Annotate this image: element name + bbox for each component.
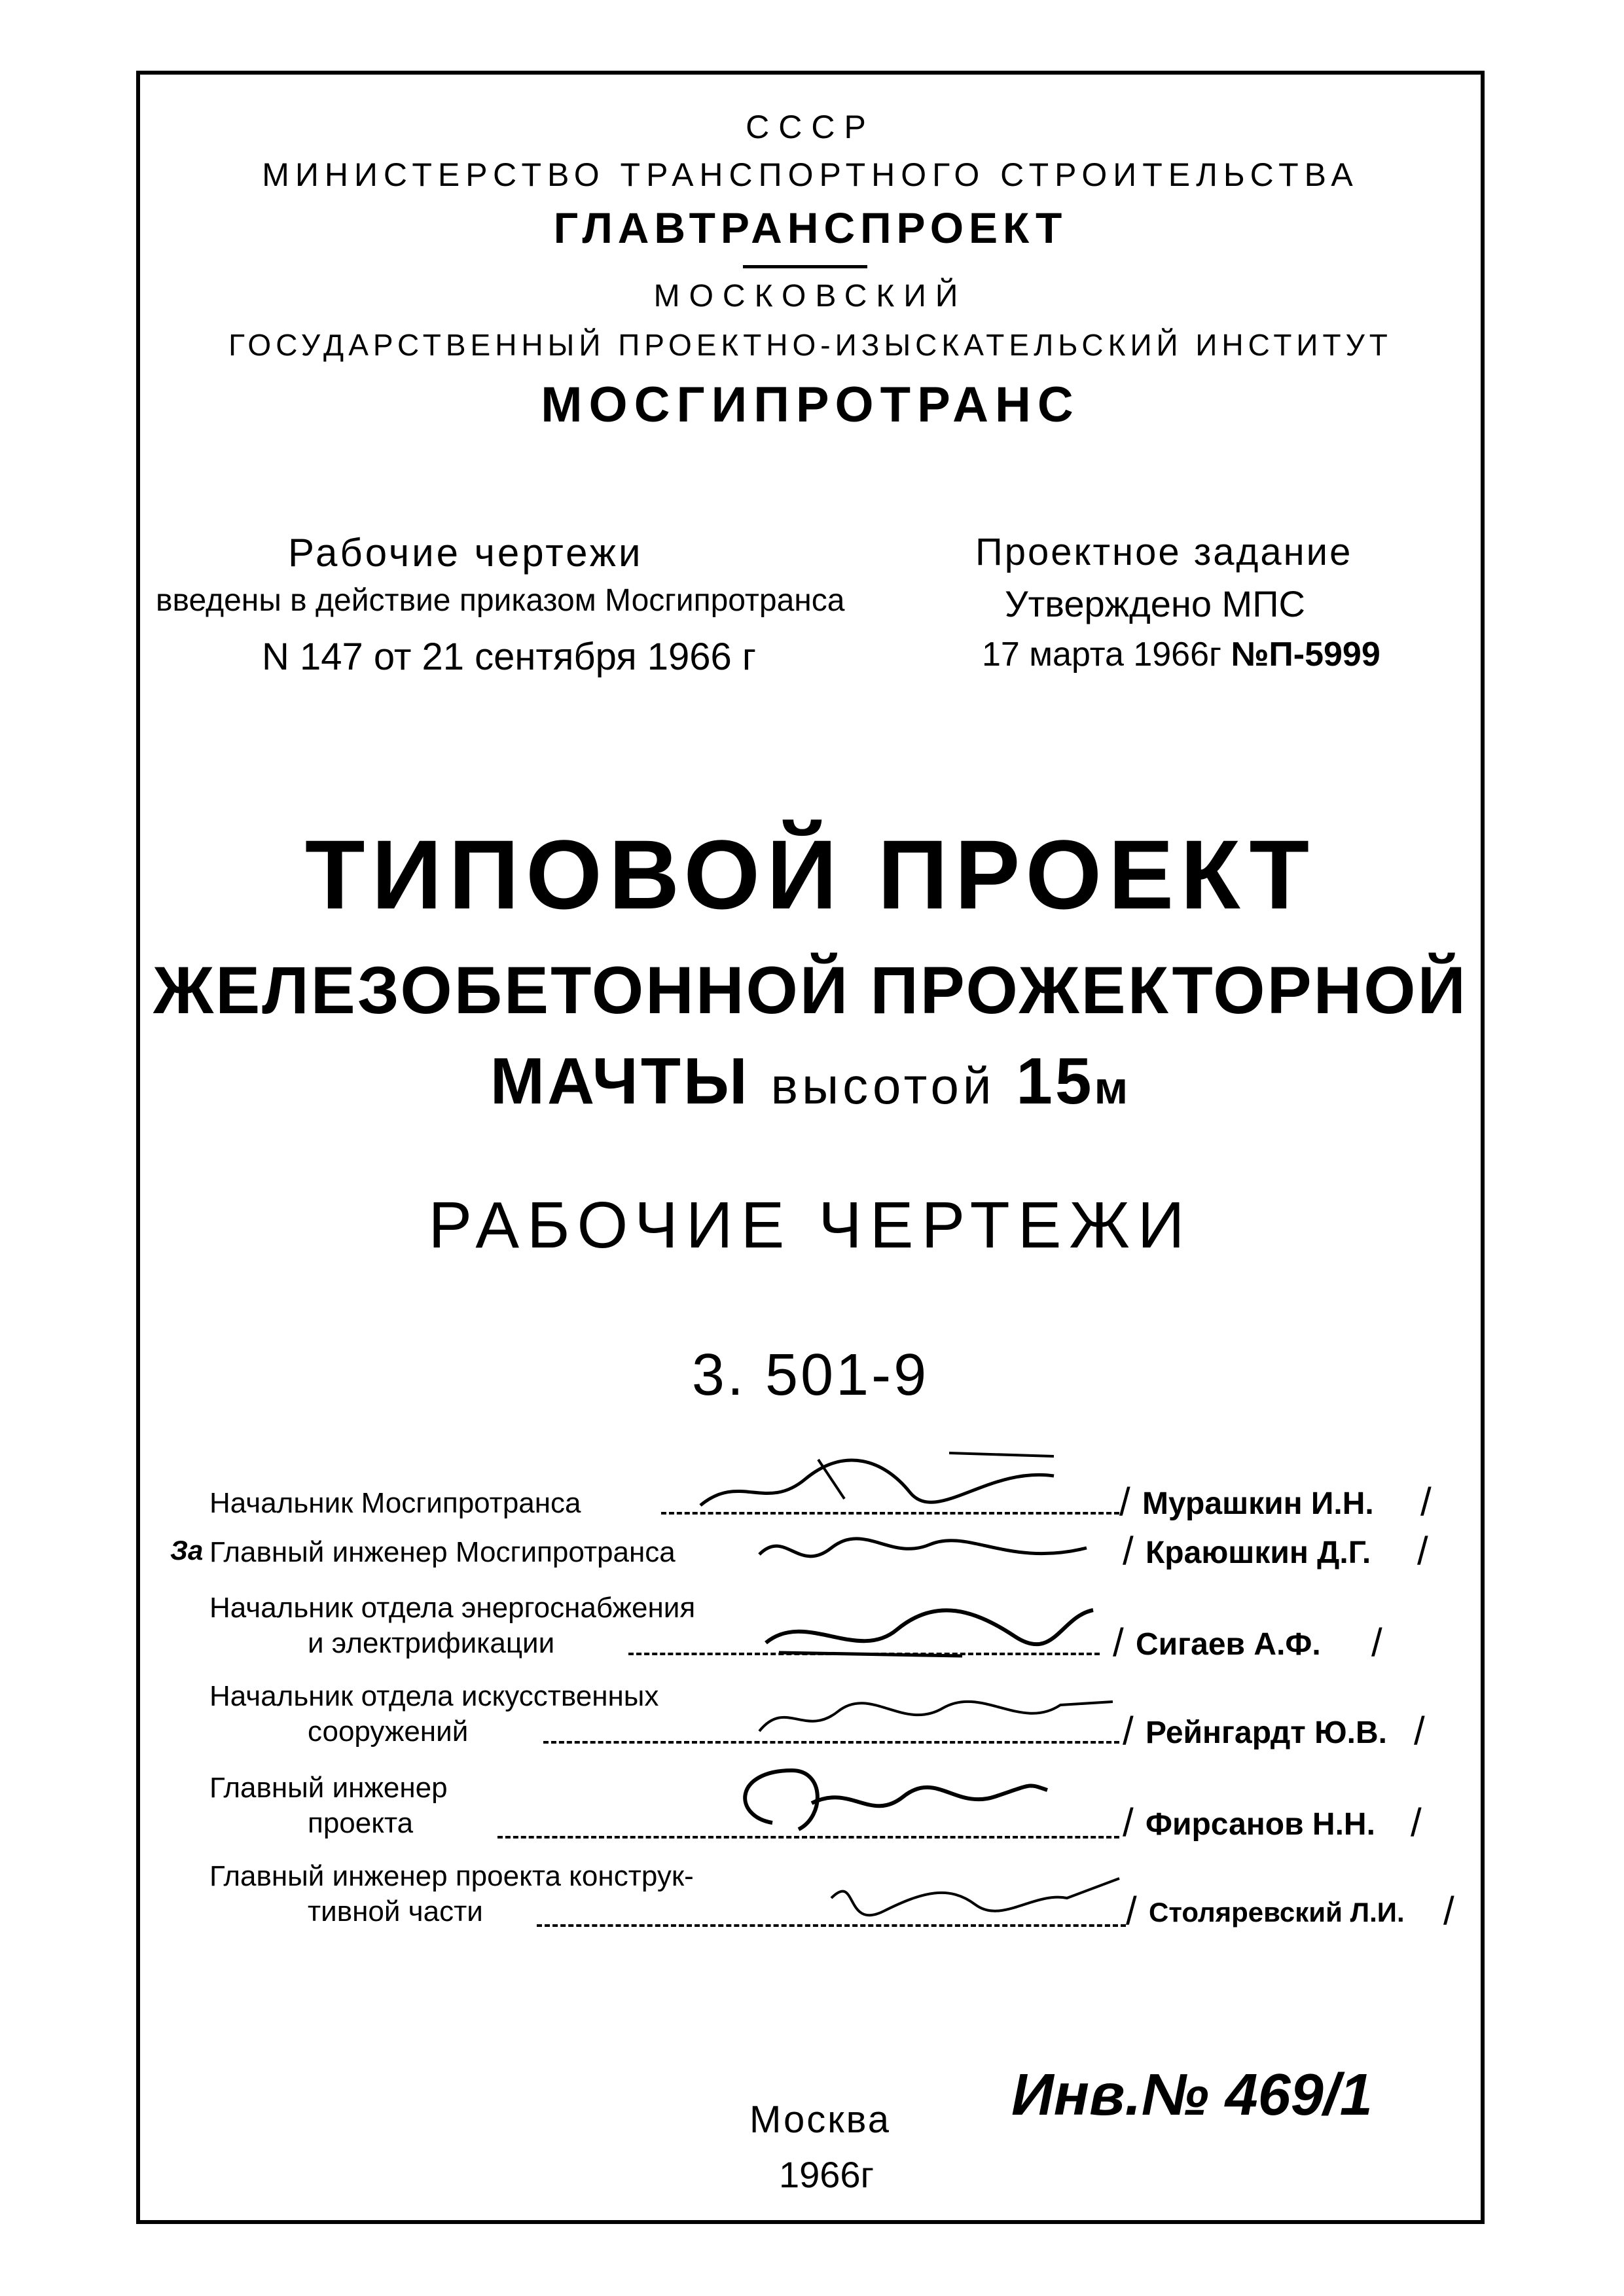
right-block-title: Проектное задание <box>975 531 1353 573</box>
signatory-name: Фирсанов Н.Н. <box>1146 1807 1375 1842</box>
slash-mark: / <box>1126 1889 1137 1933</box>
slash-mark: / <box>1123 1529 1134 1573</box>
signature-role: Начальник отдела энергоснабжения и электрификации <box>209 1592 696 1659</box>
right-block-approved: Утверждено МПС <box>1005 583 1305 624</box>
subtitle-height-word: высотой <box>770 1057 996 1115</box>
header-main-dept: ГЛАВТРАНСПРОЕКТ <box>553 204 1068 252</box>
slash-mark: / <box>1443 1889 1454 1933</box>
handwritten-signature <box>687 1446 1093 1525</box>
header-city-adj: МОСКОВСКИЙ <box>653 279 967 314</box>
signature-row <box>0 1590 1624 1662</box>
document-title: ТИПОВОЙ ПРОЕКТ <box>304 819 1316 929</box>
slash-mark: / <box>1414 1709 1425 1753</box>
slash-mark: / <box>1123 1801 1134 1844</box>
signature-role: Начальник Мосгипротранса <box>209 1487 581 1519</box>
subtitle-height-value: 15 <box>1016 1045 1094 1118</box>
signature-row <box>0 1679 1624 1751</box>
header-ministry: МИНИСТЕРСТВО ТРАНСПОРТНОГО СТРОИТЕЛЬСТВА <box>262 156 1359 193</box>
signature-role: Начальник отдела искусственных сооружений <box>209 1680 659 1748</box>
slash-mark: / <box>1411 1801 1422 1844</box>
signatory-name: Краюшкин Д.Г. <box>1146 1535 1371 1570</box>
signature-prefix: За <box>170 1535 204 1566</box>
approval-number: №П-5999 <box>1231 636 1380 673</box>
slash-mark: / <box>1123 1709 1134 1753</box>
approval-date: 17 марта 1966г <box>982 636 1221 673</box>
inventory-number: Инв.№ 469/1 <box>1011 2062 1373 2128</box>
signatory-name: Мурашкин И.Н. <box>1142 1486 1374 1521</box>
signatory-name: Сигаев А.Ф. <box>1136 1627 1321 1662</box>
handwritten-signature <box>746 1522 1113 1581</box>
slash-mark: / <box>1417 1529 1428 1573</box>
left-block-title: Рабочие чертежи <box>288 531 643 575</box>
subtitle-height-unit: м <box>1094 1062 1131 1113</box>
signature-role: Главный инженер проекта <box>209 1772 448 1839</box>
slash-mark: / <box>1420 1480 1432 1524</box>
signatory-name: Столяревский Л.И. <box>1149 1897 1405 1928</box>
handwritten-signature <box>720 1757 1060 1842</box>
slash-mark: / <box>1113 1621 1124 1664</box>
slash-mark: / <box>1371 1621 1382 1664</box>
signatory-name: Рейнгардт Ю.В. <box>1146 1715 1387 1750</box>
header-institute: ГОСУДАРСТВЕННЫЙ ПРОЕКТНО-ИЗЫСКАТЕЛЬСКИЙ ИНСТИТУТ <box>228 328 1392 362</box>
header-org: МОСГИПРОТРАНС <box>541 377 1080 433</box>
handwritten-signature <box>746 1679 1126 1751</box>
handwritten-signature <box>818 1859 1132 1937</box>
footer-city: Москва <box>749 2098 892 2141</box>
handwritten-signature <box>753 1597 1106 1669</box>
header-divider <box>743 265 867 268</box>
footer-year: 1966г <box>779 2154 875 2195</box>
subtitle-mast: МАЧТЫ <box>490 1045 750 1118</box>
signature-role: Главный инженер проекта конструк- тивной части <box>209 1860 694 1928</box>
left-block-order: введены в действие приказом Мосгипротранса <box>156 583 845 618</box>
right-block-date <box>982 635 1380 674</box>
left-block-date: N 147 от 21 сентября 1966 г <box>262 636 757 678</box>
signature-row <box>0 1770 1624 1842</box>
document-subtitle-2 <box>136 1044 1485 1119</box>
slash-mark: / <box>1119 1480 1130 1524</box>
header-country: СССР <box>746 109 875 145</box>
document-subtitle-1: ЖЕЛЕЗОБЕТОННОЙ ПРОЖЕКТОРНОЙ <box>153 953 1468 1028</box>
signature-row <box>0 1859 1624 1931</box>
signature-role: Главный инженер Мосгипротранса <box>209 1536 676 1568</box>
document-subtitle-3: РАБОЧИЕ ЧЕРТЕЖИ <box>428 1189 1193 1262</box>
project-number: 3. 501-9 <box>691 1342 929 1408</box>
